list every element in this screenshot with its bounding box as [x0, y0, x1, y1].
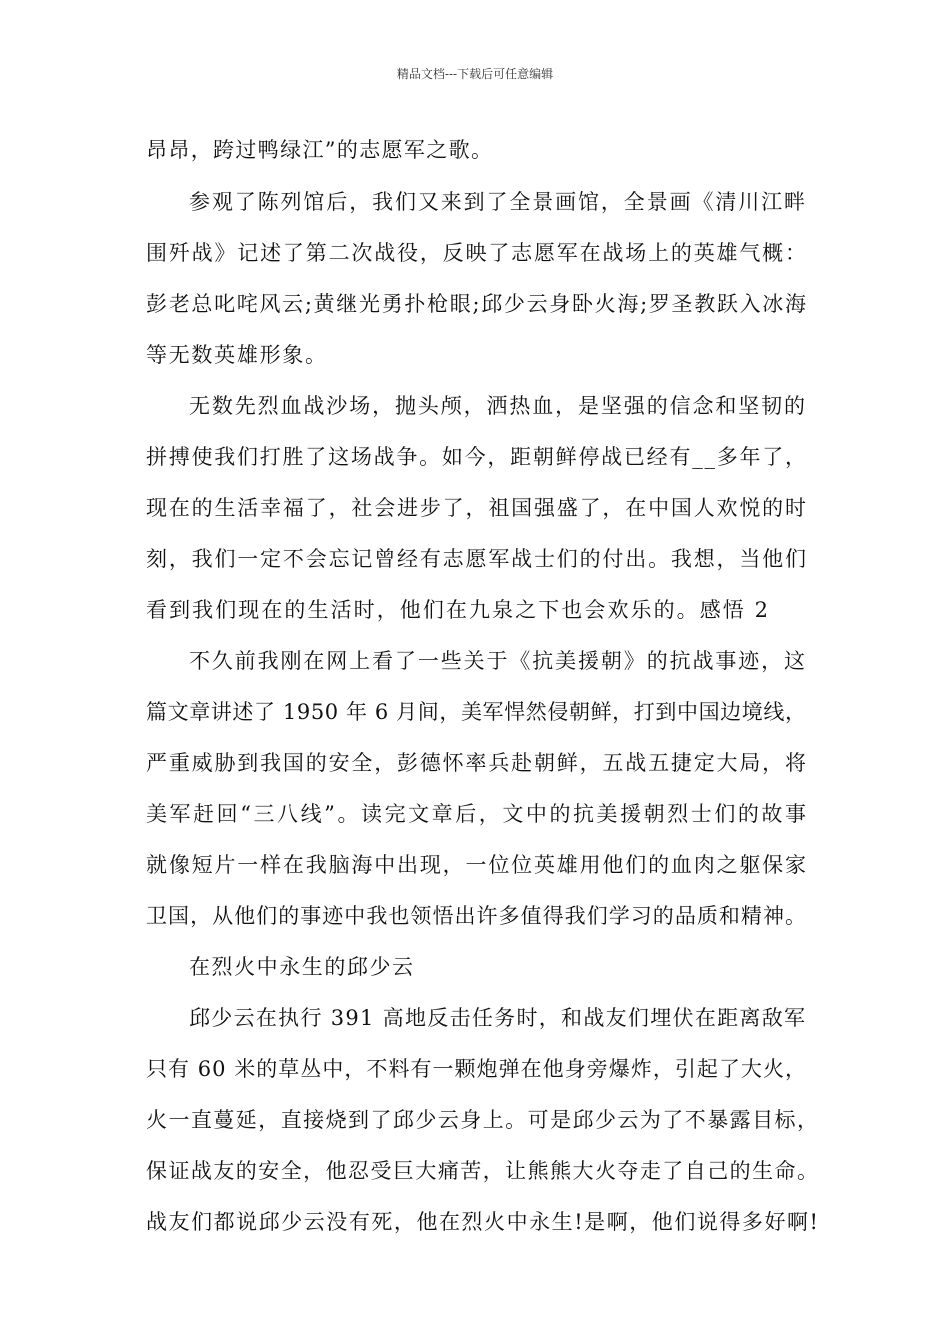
line-text: 参观了陈列馆后，我们又来到了全景画馆，全景画《清川江畔: [189, 190, 807, 214]
text-line: [0, 635, 950, 687]
line-text: 在烈火中永生的邱少云: [189, 955, 415, 979]
line-text: 不久前我刚在网上看了一些关于《抗美援朝》的抗战事迹，这: [189, 649, 807, 673]
text-line: [0, 686, 950, 738]
text-line: [0, 1196, 950, 1248]
text-line: [0, 124, 950, 176]
line-text: 刻，我们一定不会忘记曾经有志愿军战士们的付出。我想，当他们: [146, 547, 808, 571]
line-text: 篇文章讲述了 1950 年 6 月间，美军悍然侵朝鲜，打到中国边境线，: [146, 700, 807, 724]
line-text: 围歼战》记述了第二次战役，反映了志愿军在战场上的英雄气概：: [146, 241, 808, 265]
line-text: 昂昂，跨过鸭绿江”的志愿军之歌。: [146, 138, 494, 162]
text-line: [0, 380, 950, 432]
text-line: [0, 533, 950, 585]
text-line: [0, 329, 950, 381]
text-line: [0, 584, 950, 636]
line-text: 拼搏使我们打胜了这场战争。如今，距朝鲜停战已经有__多年了，: [146, 445, 808, 469]
text-line: [0, 941, 950, 993]
text-line: [0, 1094, 950, 1146]
text-line: [0, 992, 950, 1044]
line-text: 就像短片一样在我脑海中出现，一位位英雄用他们的血肉之躯保家: [146, 853, 808, 877]
text-line: [0, 1145, 950, 1197]
text-line: [0, 839, 950, 891]
line-text: 火一直蔓延，直接烧到了邱少云身上。可是邱少云为了不暴露目标，: [146, 1108, 820, 1132]
text-line: [0, 788, 950, 840]
line-text: 彭老总叱咤风云;黄继光勇扑枪眼;邱少云身卧火海;罗圣教跃入冰海: [146, 292, 808, 316]
text-line: [0, 737, 950, 789]
text-line: [0, 1043, 950, 1095]
text-line: [0, 482, 950, 534]
text-line: [0, 227, 950, 279]
line-text: 保证战友的安全，他忍受巨大痛苦，让熊熊大火夺走了自己的生命。: [146, 1159, 820, 1183]
line-text: 战友们都说邱少云没有死，他在烈火中永生!是啊，他们说得多好啊!: [146, 1210, 820, 1234]
line-text: 只有 60 米的草丛中，不料有一颗炮弹在他身旁爆炸，引起了大火，: [146, 1057, 808, 1081]
text-line: [0, 890, 950, 942]
line-text: 卫国，从他们的事迹中我也领悟出许多值得我们学习的品质和精神。: [146, 904, 808, 928]
page-header: 精品文档---下载后可任意编辑: [396, 67, 554, 81]
text-line: [0, 278, 950, 330]
line-text: 邱少云在执行 391 高地反击任务时，和战友们埋伏在距离敌军: [189, 1006, 807, 1030]
line-text: 等无数英雄形象。: [146, 343, 328, 367]
line-text: 现在的生活幸福了，社会进步了，祖国强盛了，在中国人欢悦的时: [146, 496, 808, 520]
line-text: 无数先烈血战沙场，抛头颅，洒热血，是坚强的信念和坚韧的: [189, 394, 807, 418]
text-line: [0, 431, 950, 483]
line-text: 美军赶回“三八线”。读完文章后，文中的抗美援朝烈士们的故事: [146, 802, 809, 826]
line-text: 看到我们现在的生活时，他们在九泉之下也会欢乐的。感悟 2: [146, 598, 771, 622]
text-line: [0, 176, 950, 228]
line-text: 严重威胁到我国的安全，彭德怀率兵赴朝鲜，五战五捷定大局，将: [146, 751, 808, 775]
